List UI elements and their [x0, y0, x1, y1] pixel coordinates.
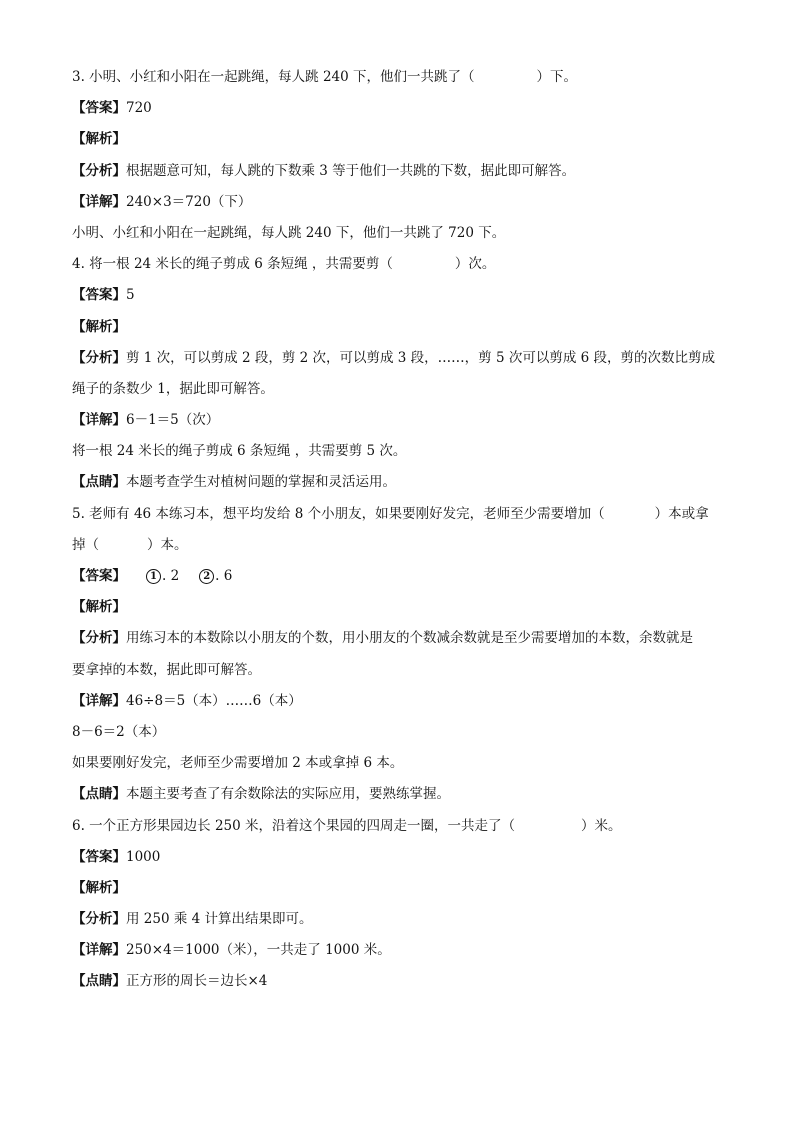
- xiangjie-text: 250×4＝1000（米），一共走了 1000 米。: [126, 942, 391, 959]
- xiangjie-tag: 【详解】: [72, 412, 126, 429]
- dianjing-tag: 【点睛】: [72, 474, 126, 491]
- q6-dianjing: [72, 966, 732, 997]
- circled-number-2: 2: [199, 569, 214, 584]
- fenxi-text: 用 250 乘 4 计算出结果即可。: [126, 911, 313, 928]
- q3-xiangjie: [72, 187, 732, 218]
- fenxi-text: 剪 1 次，可以剪成 2 段，剪 2 次，可以剪成 3 段，……，剪 5 次可以剪成 6 段，剪的次数比剪成: [126, 349, 716, 366]
- xiangjie-text: 240×3＝720（下）: [126, 193, 252, 210]
- q4-question-tail: ）次。: [454, 256, 496, 273]
- analysis-tag: 【解析】: [72, 879, 126, 896]
- answer-choice-1: [146, 561, 179, 592]
- answer-choice-2: [199, 561, 232, 592]
- q3-answer: [72, 93, 732, 124]
- analysis-tag: 【解析】: [72, 131, 126, 148]
- fenxi-text: 根据题意可知，每人跳的下数乘 3 等于他们一共跳的下数，据此即可解答。: [126, 162, 576, 179]
- q5-calc2: 8－6＝2（本）: [72, 723, 166, 740]
- q4-conclusion: 将一根 24 米长的绳子剪成 6 条短绳 ，共需要剪 5 次。: [72, 443, 407, 460]
- q5-question-text: 5. 老师有 46 本练习本，想平均发给 8 个小朋友，如果要刚好发完，老师至少需要增加（: [72, 505, 605, 522]
- xiangjie-text: 46÷8＝5（本）……6（本）: [126, 692, 302, 709]
- answer-value-2: . 6: [215, 568, 233, 584]
- q5-question-tail: ）本。: [147, 536, 188, 553]
- q6-answer: [72, 842, 732, 873]
- dianjing-tag: 【点睛】: [72, 786, 126, 803]
- xiangjie-text: 6－1＝5（次）: [126, 412, 220, 429]
- q3-question-text: 3. 小明、小红和小阳在一起跳绳，每人跳 240 下，他们一共跳了（: [72, 69, 475, 85]
- answer-value: 5: [126, 287, 135, 304]
- q5-xiangjie: [72, 686, 732, 717]
- answer-tag: 【答案】: [72, 568, 126, 584]
- q5-question-text2: 掉（: [72, 536, 99, 553]
- circled-number-1: 1: [146, 569, 161, 584]
- dianjing-text: 正方形的周长＝边长×4: [126, 973, 268, 990]
- q3-analysis-heading: [72, 124, 732, 155]
- q3-question: [72, 62, 732, 93]
- fenxi-tag: 【分析】: [72, 911, 126, 928]
- q5-question-line1: [72, 499, 732, 530]
- analysis-tag: 【解析】: [72, 599, 126, 616]
- q5-answer: [72, 561, 732, 592]
- q6-question-tail: ）米。: [581, 817, 622, 834]
- dianjing-tag: 【点睛】: [72, 973, 126, 990]
- q5-question-mid: ）本或拿: [654, 505, 709, 522]
- q6-analysis-heading: [72, 873, 732, 904]
- xiangjie-tag: 【详解】: [72, 942, 126, 959]
- q4-answer: [72, 280, 732, 311]
- fenxi-tag: 【分析】: [72, 630, 126, 647]
- answer-tag: 【答案】: [72, 100, 126, 117]
- answer-tag: 【答案】: [72, 848, 126, 865]
- q5-analysis-heading: [72, 592, 732, 623]
- q5-fenxi-line2: 要拿掉的本数，据此即可解答。: [72, 661, 261, 678]
- q3-fenxi: [72, 156, 732, 187]
- q3-conclusion: 小明、小红和小阳在一起跳绳，每人跳 240 下，他们一共跳了 720 下。: [72, 224, 506, 241]
- q6-question-text: 6. 一个正方形果园边长 250 米，沿着这个果园的四周走一圈，一共走了（: [72, 817, 516, 834]
- q4-question-text: 4. 将一根 24 米长的绳子剪成 6 条短绳 ，共需要剪（: [72, 256, 393, 273]
- document-body: [72, 62, 732, 998]
- dianjing-text: 本题主要考查了有余数除法的实际应用，要熟练掌握。: [126, 786, 450, 803]
- q5-fenxi-line1: [72, 623, 732, 654]
- q4-xiangjie: [72, 405, 732, 436]
- q5-question-line2: [72, 530, 732, 561]
- xiangjie-tag: 【详解】: [72, 692, 126, 709]
- fenxi-text: 用练习本的本数除以小朋友的个数，用小朋友的个数减余数就是至少需要增加的本数，余数就是: [126, 630, 693, 647]
- q4-fenxi-line2: 绳子的条数少 1，据此即可解答。: [72, 380, 274, 397]
- q5-dianjing: [72, 779, 732, 810]
- dianjing-text: 本题考查学生对植树问题的掌握和灵活运用。: [126, 474, 396, 491]
- answer-value: 720: [126, 100, 152, 117]
- analysis-tag: 【解析】: [72, 318, 126, 335]
- answer-tag: 【答案】: [72, 287, 126, 304]
- fenxi-tag: 【分析】: [72, 349, 126, 366]
- q5-conclusion: 如果要刚好发完，老师至少需要增加 2 本或拿掉 6 本。: [72, 755, 404, 772]
- q4-dianjing: [72, 467, 732, 498]
- q6-fenxi: [72, 904, 732, 935]
- q6-xiangjie: [72, 935, 732, 966]
- xiangjie-tag: 【详解】: [72, 193, 126, 210]
- q4-question: [72, 249, 732, 280]
- q6-question: [72, 811, 732, 842]
- answer-value: 1000: [126, 848, 161, 865]
- q4-fenxi-line1: [72, 343, 732, 374]
- q3-question-tail: ）下。: [536, 69, 578, 85]
- q4-analysis-heading: [72, 312, 732, 343]
- fenxi-tag: 【分析】: [72, 162, 126, 179]
- answer-value-1: . 2: [162, 568, 180, 584]
